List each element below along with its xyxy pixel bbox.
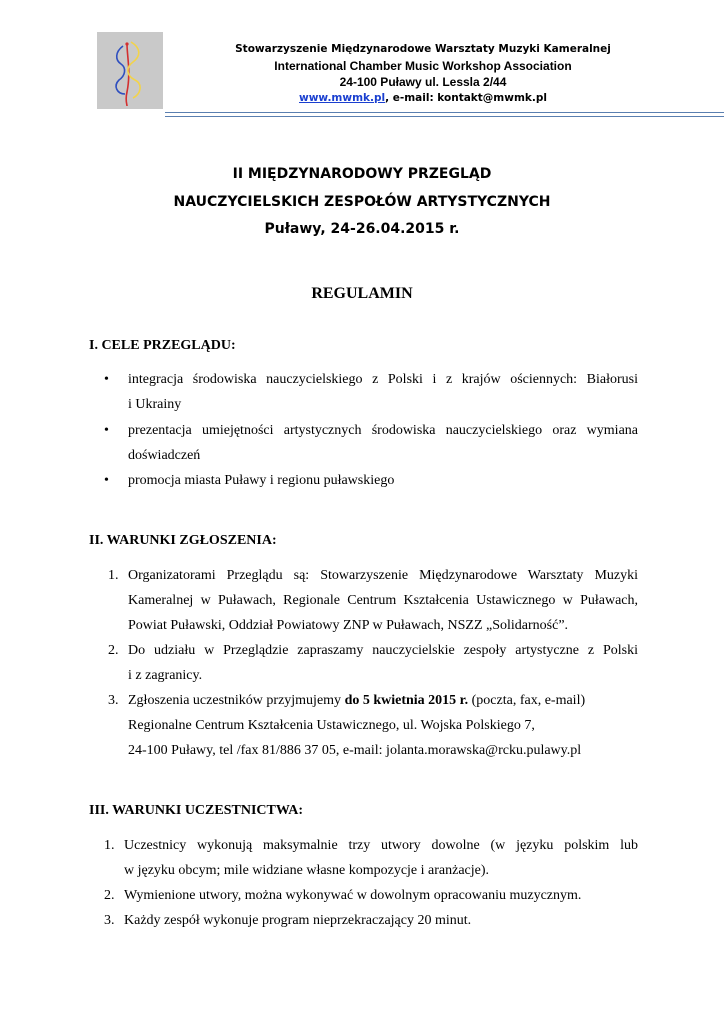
- list-item: integracja środowiska nauczycielskiego z Polski i z krajów ościennych: Białorusi: [128, 372, 638, 387]
- list-item-cont: w języku obcym; mile widziane własne kompozycje i aranżacje).: [124, 863, 490, 878]
- header-divider-2: [165, 116, 724, 117]
- bullet-2: •: [104, 423, 109, 438]
- header-contact: [183, 92, 663, 104]
- association-logo: [97, 32, 163, 109]
- item-number: 1.: [104, 838, 115, 853]
- list-item: Wymienione utwory, można wykonywać w dowolnym opracowaniu muzycznym.: [124, 888, 582, 903]
- bullet-3: •: [104, 473, 109, 488]
- list-item: Zgłoszenia uczestników przyjmujemy do 5 kwietnia 2015 r. (poczta, fax, e-mail): [128, 693, 586, 708]
- header-org-pl: Stowarzyszenie Międzynarodowe Warsztaty Muzyki Kameralnej: [235, 43, 611, 55]
- item-number: 3.: [108, 693, 119, 708]
- item-number: 1.: [108, 568, 119, 583]
- list-item-cont: Regionalne Centrum Kształcenia Ustawicznego, ul. Wojska Polskiego 7,: [128, 718, 535, 733]
- list-item: Do udziału w Przeglądzie zapraszamy nauczycielskie zespoły artystyczne z Polski: [128, 643, 638, 658]
- deadline-emphasis: do 5 kwietnia 2015 r.: [344, 693, 469, 708]
- treble-clef-logo-icon: [97, 32, 163, 109]
- item-number: 3.: [104, 913, 115, 928]
- list-item: prezentacja umiejętności artystycznych środowiska nauczycielskiego oraz wymiana: [128, 423, 638, 438]
- list-item: Uczestnicy wykonują maksymalnie trzy utwory dowolne (w języku polskim lub: [124, 838, 638, 853]
- header-divider: [165, 112, 724, 113]
- list-item: promocja miasta Puławy i regionu puławskiego: [128, 473, 395, 488]
- list-item: Organizatorami Przeglądu są: Stowarzyszenie Międzynarodowe Warsztaty Muzyki: [128, 568, 638, 583]
- bullet-1: •: [104, 372, 109, 387]
- header-org-en: International Chamber Music Workshop Association: [274, 59, 572, 73]
- title-line-3: Puławy, 24-26.04.2015 r.: [264, 221, 460, 237]
- header-address: 24-100 Puławy ul. Lessla 2/44: [339, 75, 507, 89]
- list-item-cont: Kameralnej w Puławach, Regionale Centrum Kształcenia Ustawicznego w Puławach,: [128, 593, 638, 608]
- item-number: 2.: [104, 888, 115, 903]
- list-item-cont: i Ukrainy: [128, 397, 182, 412]
- document-title: REGULAMIN: [311, 285, 413, 302]
- list-item-cont: 24-100 Puławy, tel /fax 81/886 37 05, e-mail: jolanta.morawska@rcku.pulawy.pl: [128, 743, 582, 758]
- list-item-cont: doświadczeń: [128, 448, 201, 463]
- item-number: 2.: [108, 643, 119, 658]
- title-line-2: NAUCZYCIELSKICH ZESPOŁÓW ARTYSTYCZNYCH: [173, 194, 551, 210]
- list-item-cont: Powiat Puławski, Oddział Powiatowy ZNP w Puławach, NSZZ „Solidarność”.: [128, 618, 569, 633]
- title-line-1: II MIĘDZYNARODOWY PRZEGLĄD: [232, 166, 492, 182]
- list-item-cont: i z zagranicy.: [128, 668, 203, 683]
- section-1-heading: I. CELE PRZEGLĄDU:: [89, 338, 236, 353]
- section-3-heading: III. WARUNKI UCZESTNICTWA:: [89, 803, 304, 818]
- header-email: , e-mail: kontakt@mwmk.pl: [385, 92, 547, 104]
- list-item: Każdy zespół wykonuje program nieprzekraczający 20 minut.: [124, 913, 472, 928]
- section-2-heading: II. WARUNKI ZGŁOSZENIA:: [89, 533, 277, 548]
- website-link[interactable]: www.mwmk.pl: [299, 92, 386, 104]
